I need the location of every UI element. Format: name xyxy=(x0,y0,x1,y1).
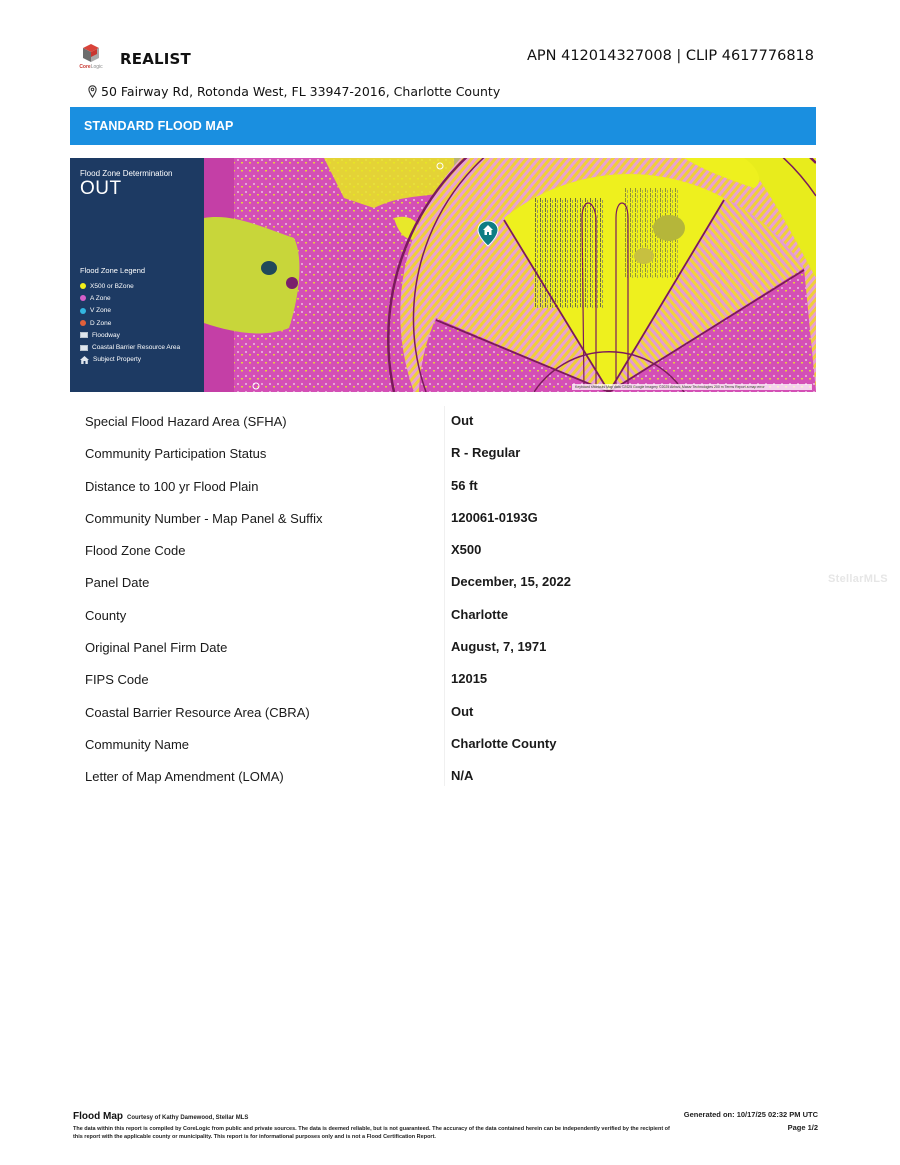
floodway-square-icon xyxy=(80,332,88,338)
row-label: Community Name xyxy=(85,736,190,752)
row-value: August, 7, 1971 xyxy=(451,639,547,655)
logo-brand-text: CoreLogic xyxy=(79,64,103,70)
cube-logo-icon xyxy=(83,44,99,64)
row-value: 120061-0193G xyxy=(451,509,538,525)
flood-details-table xyxy=(70,406,820,794)
apn-clip-identifier: APN 412014327008 | CLIP 4617776818 xyxy=(526,48,814,64)
page-number: Page 1/2 xyxy=(787,1123,818,1132)
footer-title: Flood Map Courtesy of Kathy Damewood, Stellar MLS xyxy=(73,1111,249,1122)
row-value: Charlotte xyxy=(451,606,509,622)
legend-item-floodway: Floodway xyxy=(80,329,180,341)
legend-item-a-zone: A Zone xyxy=(80,292,180,304)
determination-label: Flood Zone Determination xyxy=(80,169,173,178)
row-value: Out xyxy=(451,413,474,428)
orange-dot-icon xyxy=(80,320,86,326)
row-label: Flood Zone Code xyxy=(85,543,186,559)
row-value: X500 xyxy=(451,542,482,558)
row-label: FIPS Code xyxy=(85,672,149,688)
row-label: Distance to 100 yr Flood Plain xyxy=(85,478,259,494)
row-label: Letter of Map Amendment (LOMA) xyxy=(85,769,284,785)
table-row xyxy=(70,438,820,470)
table-row xyxy=(70,664,820,696)
determination-value: OUT xyxy=(80,178,122,199)
legend-item-cbra: Coastal Barrier Resource Area xyxy=(80,341,180,353)
cyan-dot-icon xyxy=(80,308,86,314)
generated-timestamp: Generated on: 10/17/25 02:32 PM UTC xyxy=(683,1110,818,1119)
row-label: Community Number - Map Panel & Suffix xyxy=(85,510,323,526)
magenta-dot-icon xyxy=(80,295,86,301)
table-row xyxy=(70,503,820,535)
address-text: 50 Fairway Rd, Rotonda West, FL 33947-2016, Charlotte County xyxy=(101,84,501,99)
table-row xyxy=(70,697,820,729)
row-value: 12015 xyxy=(451,671,488,687)
property-address xyxy=(88,84,500,99)
table-row xyxy=(70,406,820,438)
legend-item-v-zone: V Zone xyxy=(80,305,180,317)
legend-item-x500: X500 or BZone xyxy=(80,280,180,292)
row-value: R - Regular xyxy=(451,445,521,461)
map-imagery[interactable] xyxy=(204,158,816,392)
map-info-panel xyxy=(70,158,204,392)
legend-item-d-zone: D Zone xyxy=(80,317,180,329)
flood-zone-legend xyxy=(80,280,180,366)
table-row xyxy=(70,567,820,599)
legend-item-subject-property: Subject Property xyxy=(80,354,180,366)
table-row xyxy=(70,471,820,503)
row-label: Original Panel Firm Date xyxy=(85,640,228,656)
row-value: Out xyxy=(451,703,474,719)
corelogic-logo xyxy=(74,44,108,74)
row-label: Coastal Barrier Resource Area (CBRA) xyxy=(85,704,310,720)
location-pin-icon xyxy=(88,85,97,98)
section-banner xyxy=(70,107,816,145)
table-row xyxy=(70,535,820,567)
row-value: N/A xyxy=(451,768,474,784)
flood-map[interactable] xyxy=(70,158,816,392)
table-row xyxy=(70,632,820,664)
stellar-mls-watermark: StellarMLS xyxy=(828,573,888,585)
table-row xyxy=(70,729,820,761)
footer-disclaimer: The data within this report is compiled by CoreLogic from public and private sources. The data is deemed reliable, but is not guaranteed. The accuracy of the data contained herein can be independently verified by the recipient of this report with the applicable county or municipality. This report is for informational purposes only and is not a Flood Certification Report. xyxy=(73,1126,670,1140)
row-label: Community Participation Status xyxy=(85,446,267,462)
row-label: County xyxy=(85,607,127,623)
legend-title: Flood Zone Legend xyxy=(80,266,146,275)
row-label: Special Flood Hazard Area (SFHA) xyxy=(85,414,287,429)
table-row xyxy=(70,761,820,793)
row-label: Panel Date xyxy=(85,575,150,591)
cbra-square-icon xyxy=(80,345,88,351)
map-attribution[interactable]: Keyboard shortcuts Map data ©2025 Google Imagery ©2025 Airbus, Maxar Technologies 200 m Terms Report a map error xyxy=(572,384,812,390)
yellow-dot-icon xyxy=(80,283,86,289)
house-icon xyxy=(80,356,89,364)
row-value: 56 ft xyxy=(451,477,478,493)
row-value: Charlotte County xyxy=(451,735,557,751)
app-title: REALIST xyxy=(120,50,191,68)
footer-courtesy: Courtesy of Kathy Damewood, Stellar MLS xyxy=(127,1115,249,1121)
banner-title: STANDARD FLOOD MAP xyxy=(84,119,234,133)
row-value: December, 15, 2022 xyxy=(451,574,571,590)
table-row xyxy=(70,600,820,632)
